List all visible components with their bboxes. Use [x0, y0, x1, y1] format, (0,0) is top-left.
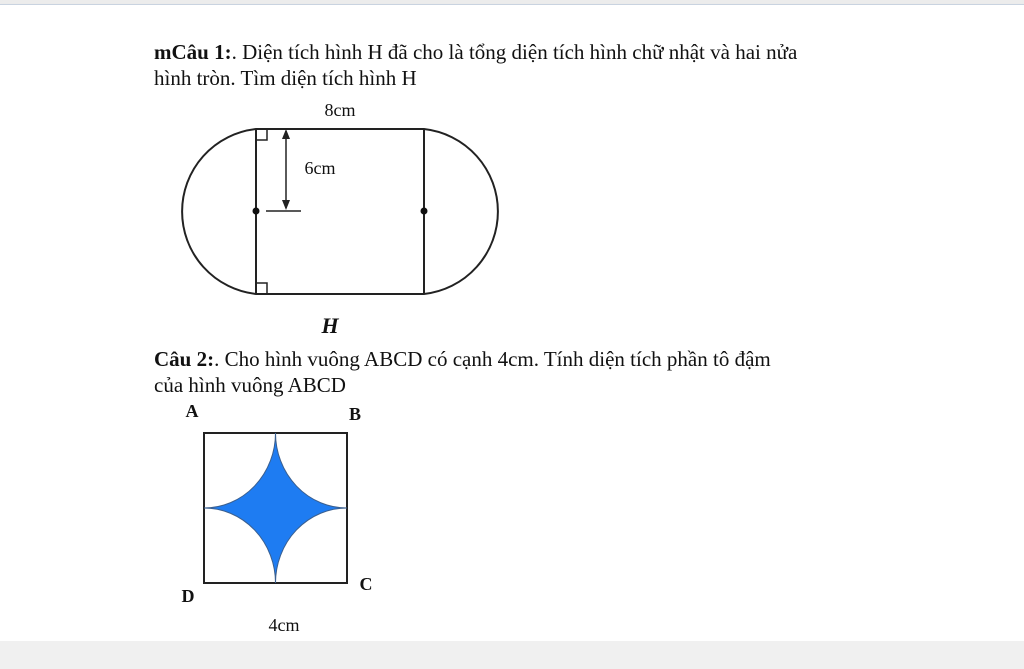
vertex-d-label: D [181, 586, 195, 606]
shaded-region [204, 433, 347, 583]
question-2-text [154, 346, 771, 398]
question-1-label: mCâu 1: [154, 40, 232, 64]
width-label: 8cm [324, 100, 356, 120]
shape-h-label: H [321, 313, 339, 338]
question-1-line-2: hình tròn. Tìm diện tích hình H [154, 66, 417, 90]
question-2-line-1: . Cho hình vuông ABCD có cạnh 4cm. Tính diện tích phần tô đậm [214, 347, 771, 371]
vertex-b-label: B [348, 404, 362, 424]
question-1-text [154, 39, 797, 91]
vertex-a-label: A [185, 401, 199, 421]
document-page [0, 4, 1024, 641]
question-1-line-1: . Diện tích hình H đã cho là tổng diện tích hình chữ nhật và hai nửa [231, 40, 798, 64]
figure-1-stadium [170, 95, 515, 345]
side-label: 4cm [268, 615, 300, 635]
question-2-line-2: của hình vuông ABCD [154, 373, 346, 397]
bottom-strip [0, 641, 1024, 669]
vertex-c-label: C [359, 574, 373, 594]
height-label: 6cm [304, 158, 336, 178]
figure-2-square [170, 397, 400, 639]
question-2-label: Câu 2: [154, 347, 215, 371]
